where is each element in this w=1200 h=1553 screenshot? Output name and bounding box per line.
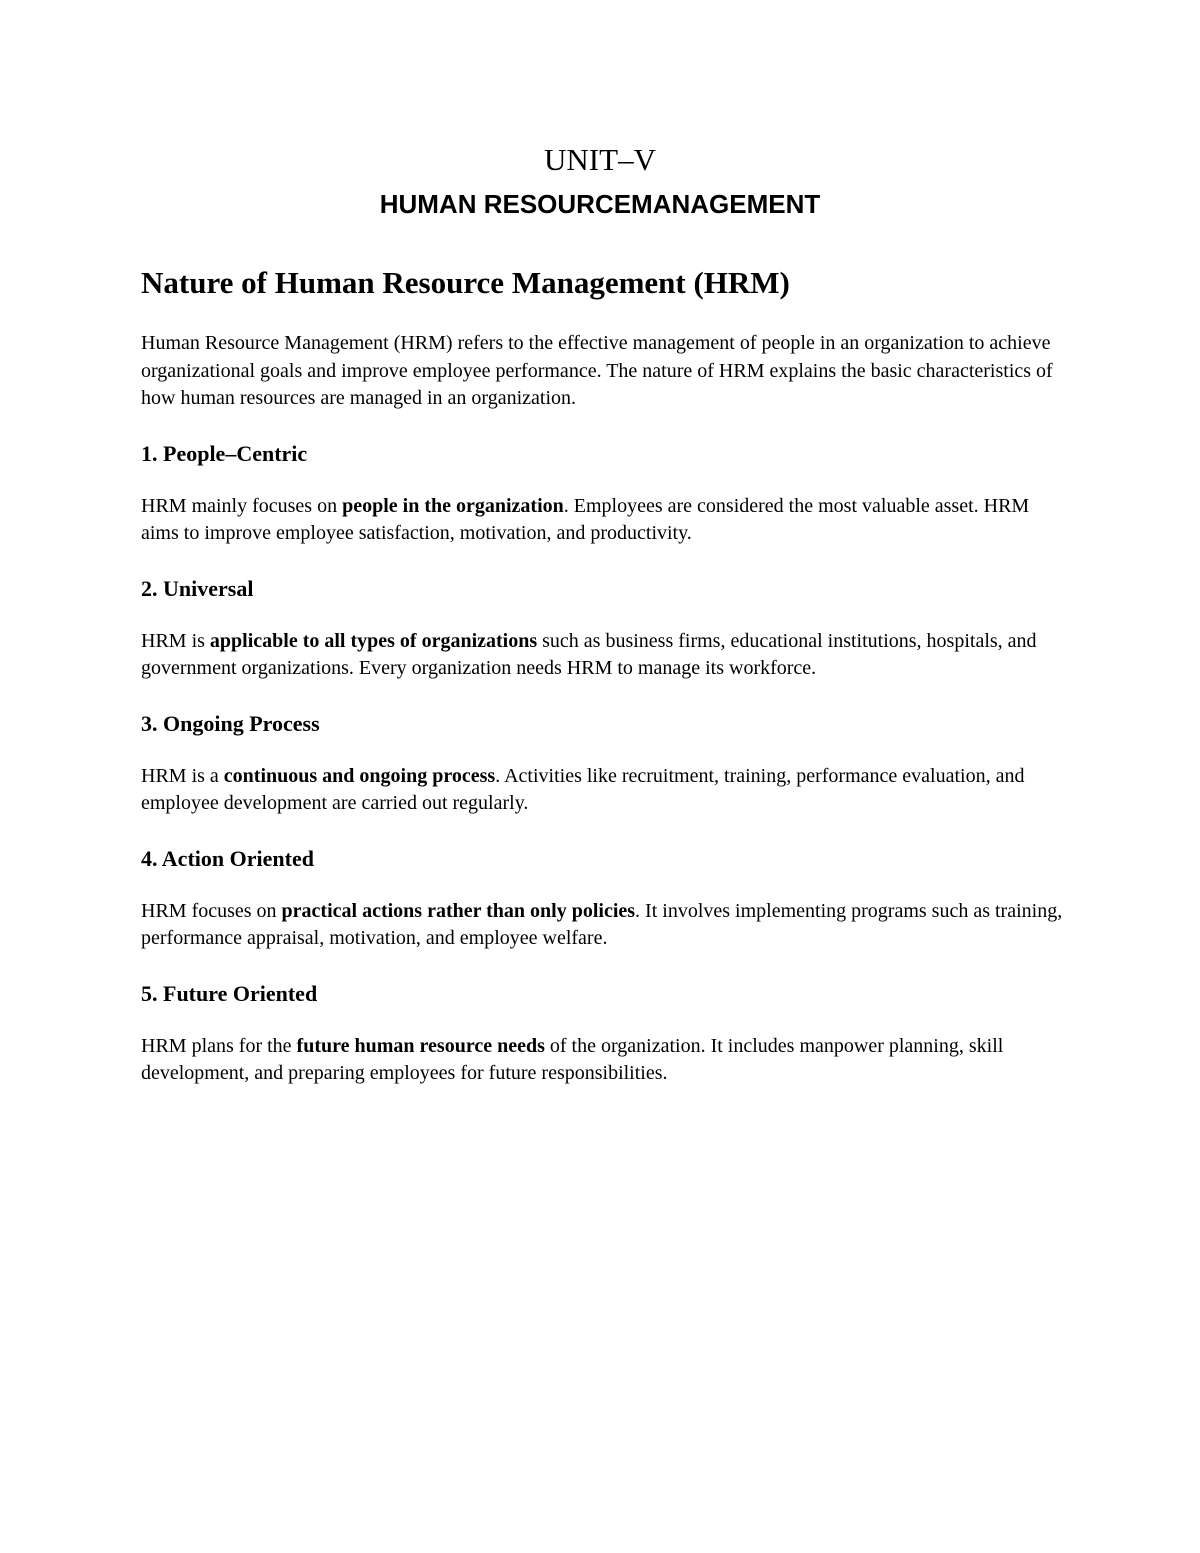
section-text: HRM is [141,629,210,652]
section-text: HRM is a [141,764,224,787]
section-body [141,898,1071,953]
main-heading: Nature of Human Resource Management (HRM) [141,265,790,300]
section-text: . Employees are considered the most valuable asset. HRM aims to improve employee satisfaction, motivation, and productivity. [141,494,1030,544]
section-title: People–Centric [163,440,308,466]
section-number: 2. [141,575,158,601]
section-number: 4. [141,845,158,871]
section-body [141,763,1071,818]
section-title: Action Oriented [161,845,314,871]
section-heading [141,709,1071,739]
section-ongoing-process [141,709,1071,818]
section-body [141,628,1071,683]
section-future-oriented [141,979,1071,1088]
section-emphasis: people in the organization [342,494,564,517]
section-heading [141,979,1071,1009]
section-text: HRM focuses on [141,899,282,922]
section-title: Universal [163,575,254,601]
section-text: HRM plans for the [141,1034,297,1057]
section-emphasis: applicable to all types of organizations [209,629,538,652]
section-title: Ongoing Process [163,710,320,736]
section-emphasis: continuous and ongoing process [223,764,496,787]
unit-title: UNIT–V [544,142,656,177]
section-number: 1. [141,440,158,466]
section-heading [141,439,1071,469]
section-text: such as business firms, educational institutions, hospitals, and government organizations. Every organization needs HRM to manage its workforce. [141,629,1037,679]
section-people-centric [141,439,1071,548]
section-heading [141,844,1071,874]
subject-title: HUMAN RESOURCEMANAGEMENT [379,189,821,219]
section-universal [141,574,1071,683]
section-number: 3. [141,710,158,736]
document-body [141,258,1071,1088]
intro-paragraph: Human Resource Management (HRM) refers to the effective management of people in an organization to achieve organizational goals and improve employee performance. The nature of HRM explains the basic characteristics of how human resources are managed in an organization. [141,332,1053,409]
section-emphasis: future human resource needs [296,1034,545,1057]
section-text: . Activities like recruitment, training, performance evaluation, and employee development are carried out regularly. [141,764,1025,814]
section-emphasis: practical actions rather than only policies [281,899,636,922]
section-text: HRM mainly focuses on [141,494,343,517]
section-text: of the organization. It includes manpower planning, skill development, and preparing employees for future responsibilities. [141,1034,1004,1084]
section-title: Future Oriented [163,980,318,1006]
section-body [141,1033,1071,1088]
section-body [141,493,1071,548]
section-heading [141,574,1071,604]
section-text: . It involves implementing programs such as training, performance appraisal, motivation, and employee welfare. [141,899,1063,949]
section-action-oriented [141,844,1071,953]
section-number: 5. [141,980,158,1006]
